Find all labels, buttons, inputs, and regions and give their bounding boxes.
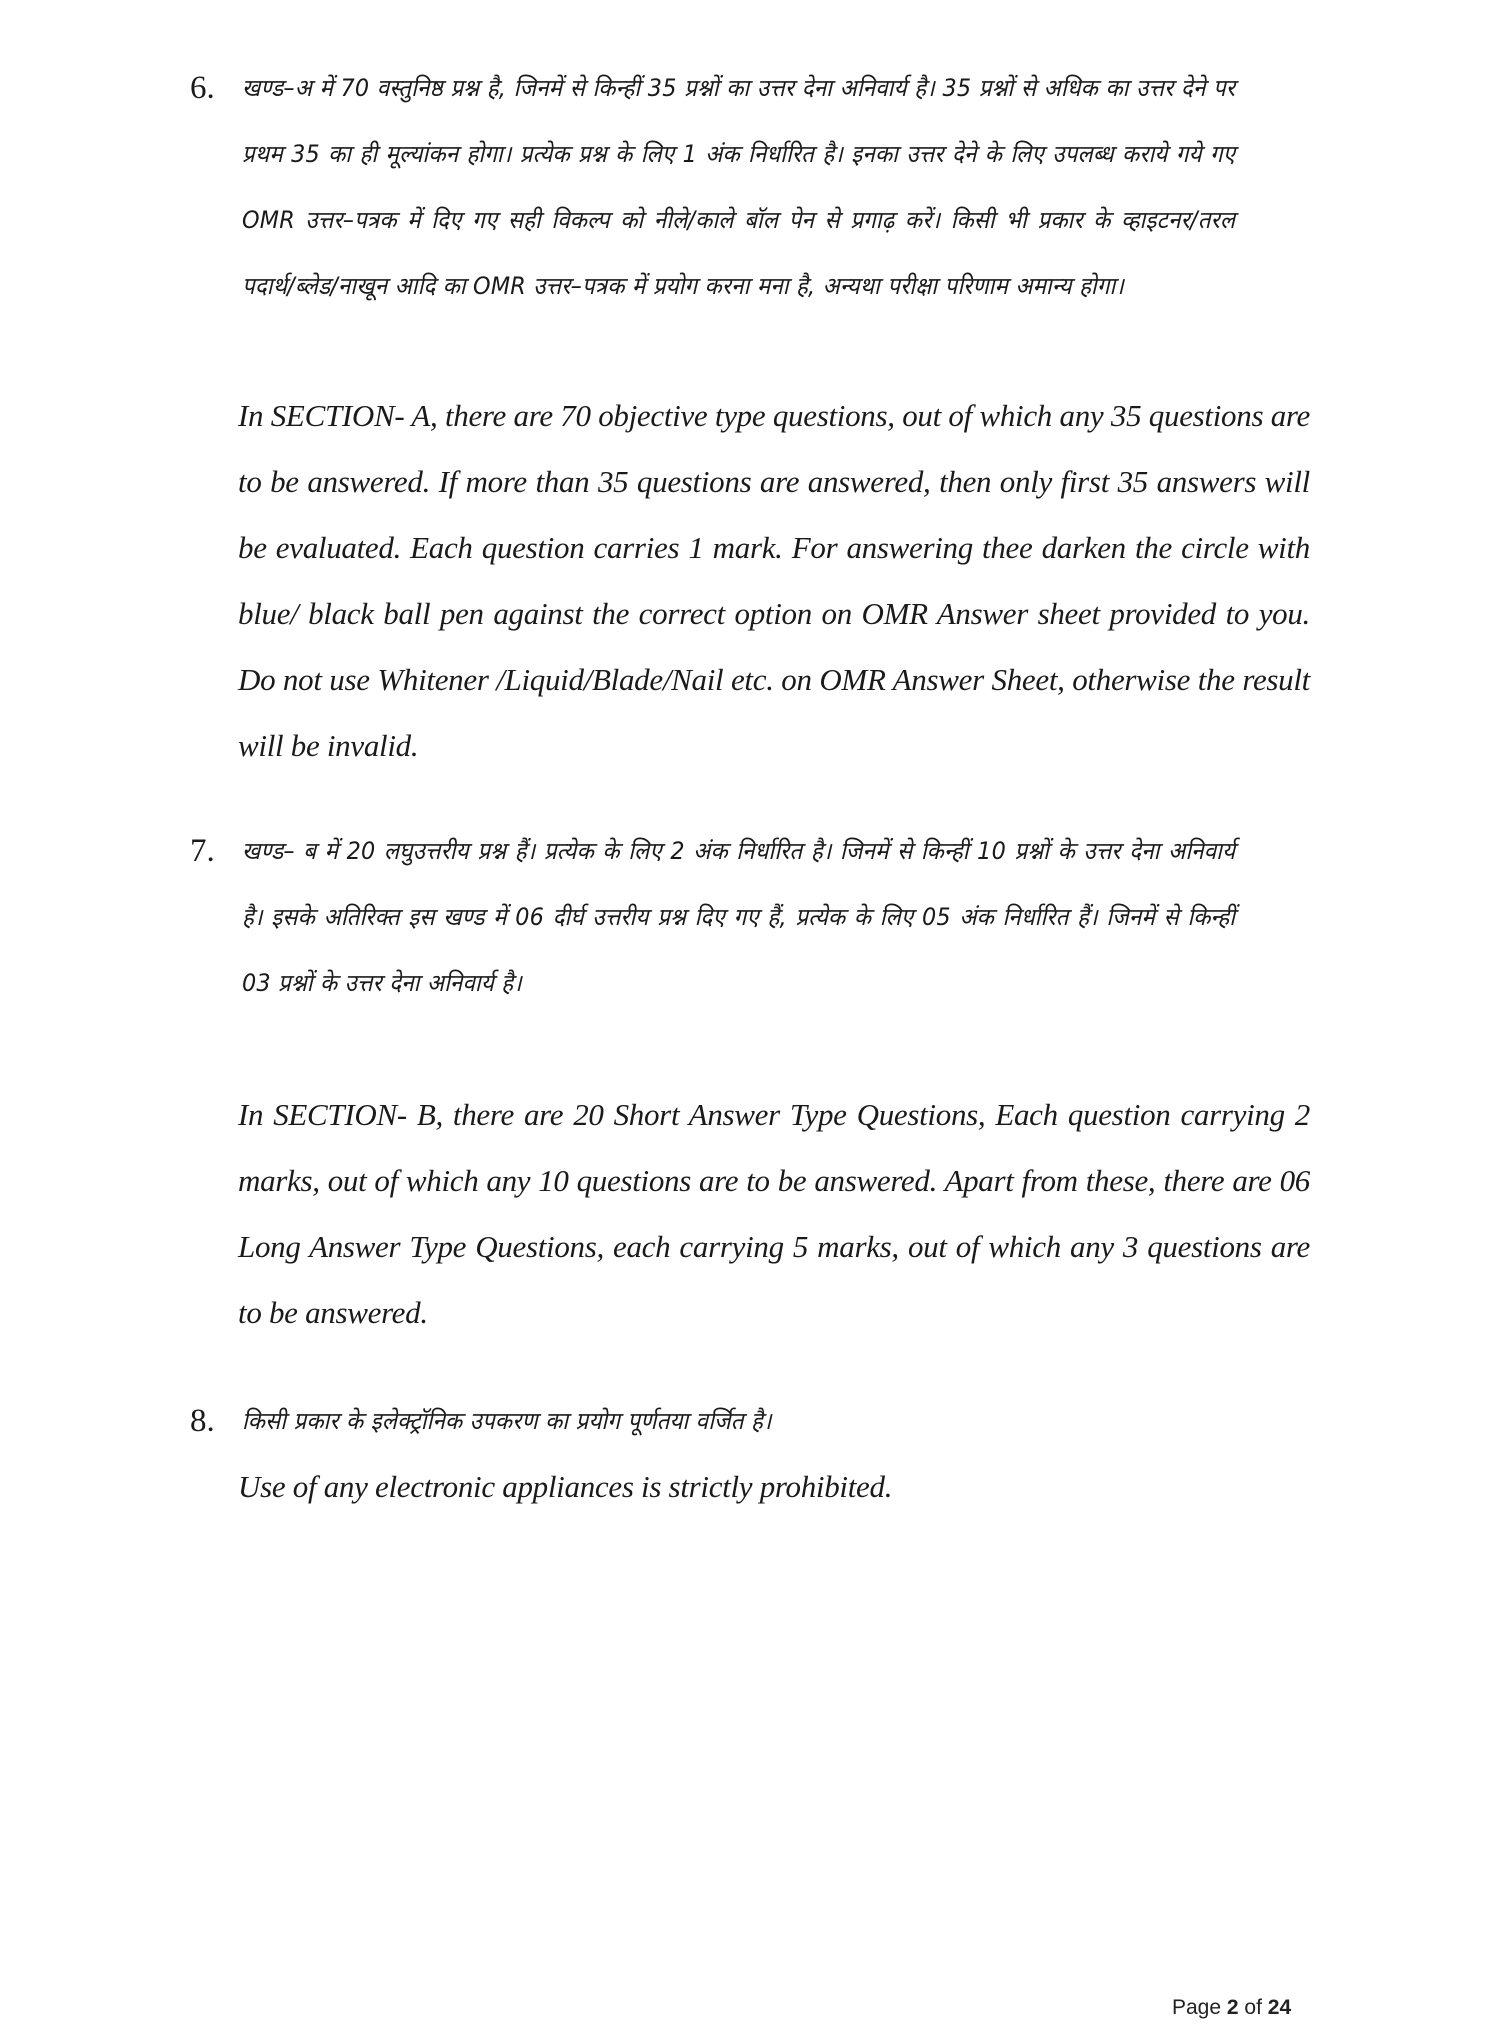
of-label: of [1244, 1996, 1262, 2019]
instruction-hindi-text: किसी प्रकार के इलेक्ट्रॉनिक उपकरण का प्रयोग पूर्णतया वर्जित है। [242, 1407, 772, 1435]
instruction-english-text: Use of any electronic appliances is strictly prohibited. [238, 1469, 893, 1504]
total-pages-number: 24 [1267, 1996, 1292, 2019]
instruction-english-text: In SECTION- B, there are 20 Short Answer Type Questions, Each question carrying 2 marks, out of which any 10 questions are to be answered. Apart from these, there are 06 Long Answer Type Questions, each carrying 5 marks, out of which any 3 questions are to be answered. [238, 1097, 1310, 1330]
instruction-number: 8. [190, 1403, 215, 1439]
instruction-number: 7. [190, 833, 215, 869]
page-label: Page [1172, 1996, 1222, 2019]
page-number-footer [1172, 1996, 1291, 2020]
instruction-number: 6. [190, 70, 215, 106]
instruction-english-text: In SECTION- A, there are 70 objective type questions, out of which any 35 questions are to be answered. If more than 35 questions are answered, then only first 35 answers will be evaluated. Each question carries 1 mark. For answering thee darken the circle with blue/ black ball pen against the correct option on OMR Answer sheet provided to you. Do not use Whitener /Liquid/Blade/Nail etc. on OMR Answer Sheet, otherwise the result will be invalid. [238, 398, 1310, 763]
current-page-number: 2 [1226, 1996, 1239, 2019]
instruction-hindi-text: खण्ड–अ में 70 वस्तुनिष्ठ प्रश्न है, जिनमें से किन्हीं 35 प्रश्नों का उत्तर देना अनिवार्य है। 35 प्रश्नों से अधिक का उत्तर देने पर प्रथम 35 का ही मूल्यांकन होगा। प्रत्येक प्रश्न के लिए 1 अंक निर्धारित है। इनका उत्तर देने के लिए उपलब्ध कराये गये गए OMR उत्तर–पत्रक में दिए गए सही विकल्प को नीले/काले बॉल पेन से प्रगाढ़ करें। किसी भी प्रकार के व्हाइटनर/तरल पदार्थ/ब्लेड/नाखून आदि का OMR उत्तर–पत्रक में प्रयोग करना मना है, अन्यथा परीक्षा परिणाम अमान्य होगा। [242, 74, 1236, 300]
instruction-hindi-text: खण्ड– ब में 20 लघुउत्तरीय प्रश्न हैं। प्रत्येक के लिए 2 अंक निर्धारित है। जिनमें से किन्हीं 10 प्रश्नों के उत्तर देना अनिवार्य है। इसके अतिरिक्त इस खण्ड में 06 दीर्घ उत्तरीय प्रश्न दिए गए हैं, प्रत्येक के लिए 05 अंक निर्धारित हैं। जिनमें से किन्हीं 03 प्रश्नों के उत्तर देना अनिवार्य है। [242, 837, 1236, 997]
